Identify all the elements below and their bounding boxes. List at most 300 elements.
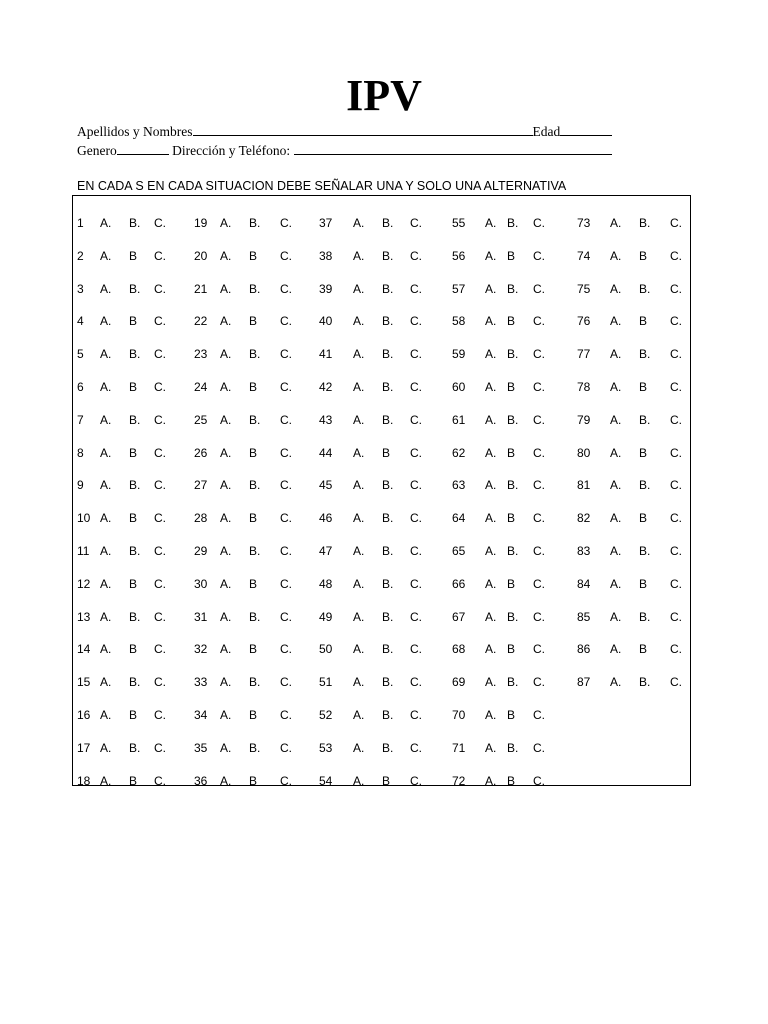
question-number: 81 bbox=[577, 478, 591, 493]
option-a[interactable]: A. bbox=[485, 544, 497, 558]
option-c[interactable]: C. bbox=[410, 740, 422, 755]
option-a[interactable]: A. bbox=[485, 281, 497, 296]
question-number: 24 bbox=[194, 380, 208, 394]
option-a[interactable]: A. bbox=[220, 445, 232, 460]
question-number: 65 bbox=[452, 544, 466, 558]
option-c[interactable]: C. bbox=[533, 576, 545, 591]
option-b[interactable]: B bbox=[639, 642, 648, 657]
option-c[interactable]: C. bbox=[280, 642, 292, 657]
question-number: 20 bbox=[194, 248, 208, 263]
option-b[interactable]: B. bbox=[129, 347, 141, 362]
option-a[interactable]: A. bbox=[485, 511, 497, 526]
option-a[interactable]: A. bbox=[220, 544, 232, 558]
option-c[interactable]: C. bbox=[154, 675, 166, 690]
option-c[interactable]: C. bbox=[410, 544, 422, 558]
option-b[interactable]: B. bbox=[249, 609, 261, 624]
option-b[interactable]: B. bbox=[639, 478, 651, 493]
option-b[interactable]: B bbox=[129, 708, 138, 722]
option-a[interactable]: A. bbox=[485, 773, 497, 788]
option-b[interactable]: B bbox=[129, 314, 138, 329]
option-b[interactable]: B bbox=[382, 773, 391, 788]
option-c[interactable]: C. bbox=[533, 347, 545, 362]
option-c[interactable]: C. bbox=[670, 380, 682, 394]
option-c[interactable]: C. bbox=[280, 609, 292, 624]
option-a[interactable]: A. bbox=[220, 642, 232, 657]
question-number: 31 bbox=[194, 609, 208, 624]
option-a[interactable]: A. bbox=[353, 642, 365, 657]
option-c[interactable]: C. bbox=[154, 576, 166, 591]
option-a[interactable]: A. bbox=[610, 544, 622, 558]
option-b[interactable]: B bbox=[507, 708, 516, 722]
option-b[interactable]: B. bbox=[129, 609, 141, 624]
option-a[interactable]: A. bbox=[100, 773, 112, 788]
option-c[interactable]: C. bbox=[410, 642, 422, 657]
option-c[interactable]: C. bbox=[670, 281, 682, 296]
option-c[interactable]: C. bbox=[670, 248, 682, 263]
option-a[interactable]: A. bbox=[610, 609, 622, 624]
option-a[interactable]: A. bbox=[100, 708, 112, 722]
option-b[interactable]: B. bbox=[507, 609, 519, 624]
question-number: 74 bbox=[577, 248, 591, 263]
option-c[interactable]: C. bbox=[154, 216, 166, 230]
option-c[interactable]: C. bbox=[670, 478, 682, 493]
option-b[interactable]: B. bbox=[249, 544, 261, 558]
question-number: 56 bbox=[452, 248, 466, 263]
option-c[interactable]: C. bbox=[533, 642, 545, 657]
option-b[interactable]: B. bbox=[249, 478, 261, 493]
option-b[interactable]: B. bbox=[639, 281, 651, 296]
option-c[interactable]: C. bbox=[670, 412, 682, 427]
option-c[interactable]: C. bbox=[154, 445, 166, 460]
option-a[interactable]: A. bbox=[220, 675, 232, 690]
option-c[interactable]: C. bbox=[410, 576, 422, 591]
option-c[interactable]: C. bbox=[670, 445, 682, 460]
option-a[interactable]: A. bbox=[100, 642, 112, 657]
option-a[interactable]: A. bbox=[100, 347, 112, 362]
option-a[interactable]: A. bbox=[485, 445, 497, 460]
option-b[interactable]: B. bbox=[507, 478, 519, 493]
option-b[interactable]: B bbox=[249, 380, 258, 394]
option-a[interactable]: A. bbox=[353, 511, 365, 526]
option-b[interactable]: B bbox=[507, 445, 516, 460]
question-number: 28 bbox=[194, 511, 208, 526]
option-c[interactable]: C. bbox=[154, 642, 166, 657]
option-c[interactable]: C. bbox=[533, 314, 545, 329]
option-b[interactable]: B. bbox=[129, 281, 141, 296]
option-c[interactable]: C. bbox=[670, 675, 682, 690]
option-a[interactable]: A. bbox=[485, 478, 497, 493]
option-b[interactable]: B. bbox=[249, 281, 261, 296]
age-field[interactable] bbox=[560, 122, 612, 136]
option-a[interactable]: A. bbox=[100, 314, 112, 329]
option-a[interactable]: A. bbox=[100, 609, 112, 624]
option-a[interactable]: A. bbox=[353, 675, 365, 690]
option-a[interactable]: A. bbox=[610, 675, 622, 690]
option-b[interactable]: B. bbox=[382, 380, 394, 394]
option-b[interactable]: B. bbox=[129, 412, 141, 427]
option-c[interactable]: C. bbox=[154, 708, 166, 722]
option-b[interactable]: B. bbox=[249, 412, 261, 427]
option-a[interactable]: A. bbox=[220, 740, 232, 755]
option-b[interactable]: B bbox=[507, 314, 516, 329]
option-c[interactable]: C. bbox=[154, 740, 166, 755]
option-b[interactable]: B. bbox=[129, 675, 141, 690]
option-a[interactable]: A. bbox=[610, 216, 622, 230]
option-c[interactable]: C. bbox=[533, 445, 545, 460]
option-c[interactable]: C. bbox=[670, 576, 682, 591]
option-c[interactable]: C. bbox=[154, 380, 166, 394]
option-b[interactable]: B. bbox=[129, 478, 141, 493]
option-a[interactable]: A. bbox=[353, 773, 365, 788]
option-b[interactable]: B bbox=[507, 248, 516, 263]
option-a[interactable]: A. bbox=[100, 216, 112, 230]
option-b[interactable]: B bbox=[249, 642, 258, 657]
option-a[interactable]: A. bbox=[353, 576, 365, 591]
option-a[interactable]: A. bbox=[100, 380, 112, 394]
option-b[interactable]: B. bbox=[507, 675, 519, 690]
option-b[interactable]: B. bbox=[382, 216, 394, 230]
option-a[interactable]: A. bbox=[100, 740, 112, 755]
option-a[interactable]: A. bbox=[100, 511, 112, 526]
option-b[interactable]: B bbox=[639, 314, 648, 329]
option-c[interactable]: C. bbox=[280, 675, 292, 690]
option-a[interactable]: A. bbox=[353, 544, 365, 558]
option-b[interactable]: B. bbox=[639, 544, 651, 558]
option-c[interactable]: C. bbox=[154, 412, 166, 427]
question-number: 2 bbox=[77, 248, 84, 263]
name-age-line bbox=[77, 122, 612, 141]
option-c[interactable]: C. bbox=[670, 511, 682, 526]
option-a[interactable]: A. bbox=[610, 576, 622, 591]
option-a[interactable]: A. bbox=[100, 478, 112, 493]
option-b[interactable]: B bbox=[507, 511, 516, 526]
option-c[interactable]: C. bbox=[533, 708, 545, 722]
option-c[interactable]: C. bbox=[533, 478, 545, 493]
option-a[interactable]: A. bbox=[353, 281, 365, 296]
option-b[interactable]: B bbox=[249, 511, 258, 526]
option-a[interactable]: A. bbox=[220, 347, 232, 362]
option-b[interactable]: B. bbox=[382, 478, 394, 493]
option-a[interactable]: A. bbox=[353, 380, 365, 394]
option-a[interactable]: A. bbox=[610, 314, 622, 329]
question-number: 40 bbox=[319, 314, 333, 329]
option-a[interactable]: A. bbox=[485, 740, 497, 755]
option-c[interactable]: C. bbox=[533, 544, 545, 558]
option-a[interactable]: A. bbox=[485, 576, 497, 591]
option-c[interactable]: C. bbox=[410, 347, 422, 362]
option-b[interactable]: B. bbox=[249, 347, 261, 362]
option-c[interactable]: C. bbox=[280, 740, 292, 755]
option-c[interactable]: C. bbox=[280, 445, 292, 460]
question-number: 73 bbox=[577, 216, 591, 230]
instruction-text: EN CADA S EN CADA SITUACION DEBE SEÑALAR UNA Y SOLO UNA ALTERNATIVA bbox=[77, 179, 567, 193]
option-c[interactable]: C. bbox=[670, 216, 682, 230]
option-c[interactable]: C. bbox=[280, 478, 292, 493]
option-b[interactable]: B. bbox=[382, 511, 394, 526]
option-c[interactable]: C. bbox=[533, 248, 545, 263]
option-b[interactable]: B. bbox=[382, 708, 394, 722]
option-b[interactable]: B. bbox=[507, 544, 519, 558]
option-b[interactable]: B bbox=[507, 773, 516, 788]
option-a[interactable]: A. bbox=[610, 248, 622, 263]
option-a[interactable]: A. bbox=[353, 740, 365, 755]
option-a[interactable]: A. bbox=[485, 708, 497, 722]
option-c[interactable]: C. bbox=[410, 380, 422, 394]
option-a[interactable]: A. bbox=[353, 708, 365, 722]
option-c[interactable]: C. bbox=[154, 773, 166, 788]
option-a[interactable]: A. bbox=[485, 412, 497, 427]
option-a[interactable]: A. bbox=[100, 544, 112, 558]
option-c[interactable]: C. bbox=[533, 511, 545, 526]
option-a[interactable]: A. bbox=[485, 642, 497, 657]
option-a[interactable]: A. bbox=[220, 380, 232, 394]
option-b[interactable]: B bbox=[129, 248, 138, 263]
option-a[interactable]: A. bbox=[220, 281, 232, 296]
option-b[interactable]: B bbox=[129, 511, 138, 526]
option-c[interactable]: C. bbox=[533, 412, 545, 427]
option-c[interactable]: C. bbox=[670, 609, 682, 624]
option-b[interactable]: B bbox=[249, 445, 258, 460]
option-a[interactable]: A. bbox=[100, 675, 112, 690]
option-b[interactable]: B. bbox=[382, 740, 394, 755]
option-b[interactable]: B. bbox=[382, 347, 394, 362]
option-b[interactable]: B bbox=[507, 380, 516, 394]
option-c[interactable]: C. bbox=[280, 708, 292, 722]
option-c[interactable]: C. bbox=[154, 511, 166, 526]
option-c[interactable]: C. bbox=[280, 216, 292, 230]
option-a[interactable]: A. bbox=[100, 248, 112, 263]
option-a[interactable]: A. bbox=[220, 773, 232, 788]
option-b[interactable]: B bbox=[249, 708, 258, 722]
option-c[interactable]: C. bbox=[533, 773, 545, 788]
option-a[interactable]: A. bbox=[353, 314, 365, 329]
option-c[interactable]: C. bbox=[154, 314, 166, 329]
option-a[interactable]: A. bbox=[220, 576, 232, 591]
option-b[interactable]: B. bbox=[129, 216, 141, 230]
option-b[interactable]: B bbox=[249, 314, 258, 329]
option-b[interactable]: B bbox=[639, 248, 648, 263]
option-a[interactable]: A. bbox=[610, 445, 622, 460]
option-c[interactable]: C. bbox=[533, 609, 545, 624]
option-b[interactable]: B bbox=[382, 445, 391, 460]
option-c[interactable]: C. bbox=[670, 642, 682, 657]
option-c[interactable]: C. bbox=[280, 511, 292, 526]
option-a[interactable]: A. bbox=[100, 576, 112, 591]
option-b[interactable]: B bbox=[129, 380, 138, 394]
option-a[interactable]: A. bbox=[485, 675, 497, 690]
option-a[interactable]: A. bbox=[485, 347, 497, 362]
option-b[interactable]: B. bbox=[507, 412, 519, 427]
option-a[interactable]: A. bbox=[610, 478, 622, 493]
option-c[interactable]: C. bbox=[280, 576, 292, 591]
option-b[interactable]: B bbox=[639, 445, 648, 460]
option-a[interactable]: A. bbox=[220, 216, 232, 230]
option-c[interactable]: C. bbox=[410, 609, 422, 624]
option-a[interactable]: A. bbox=[220, 314, 232, 329]
option-a[interactable]: A. bbox=[220, 478, 232, 493]
option-b[interactable]: B. bbox=[639, 675, 651, 690]
name-field[interactable] bbox=[193, 122, 533, 136]
option-b[interactable]: B. bbox=[507, 347, 519, 362]
question-number: 48 bbox=[319, 576, 333, 591]
question-number: 42 bbox=[319, 380, 333, 394]
option-a[interactable]: A. bbox=[485, 248, 497, 263]
option-c[interactable]: C. bbox=[533, 675, 545, 690]
option-c[interactable]: C. bbox=[410, 478, 422, 493]
question-number: 6 bbox=[77, 380, 84, 394]
option-a[interactable]: A. bbox=[610, 281, 622, 296]
option-a[interactable]: A. bbox=[485, 380, 497, 394]
option-a[interactable]: A. bbox=[485, 216, 497, 230]
option-b[interactable]: B. bbox=[639, 412, 651, 427]
option-c[interactable]: C. bbox=[280, 281, 292, 296]
option-b[interactable]: B. bbox=[639, 216, 651, 230]
option-c[interactable]: C. bbox=[533, 281, 545, 296]
option-c[interactable]: C. bbox=[280, 347, 292, 362]
option-a[interactable]: A. bbox=[610, 347, 622, 362]
option-c[interactable]: C. bbox=[154, 248, 166, 263]
option-c[interactable]: C. bbox=[280, 773, 292, 788]
option-b[interactable]: B. bbox=[507, 216, 519, 230]
option-c[interactable]: C. bbox=[410, 445, 422, 460]
option-a[interactable]: A. bbox=[220, 412, 232, 427]
option-c[interactable]: C. bbox=[410, 412, 422, 427]
option-c[interactable]: C. bbox=[154, 281, 166, 296]
option-a[interactable]: A. bbox=[610, 380, 622, 394]
option-b[interactable]: B bbox=[129, 773, 138, 788]
option-b[interactable]: B. bbox=[507, 740, 519, 755]
option-a[interactable]: A. bbox=[610, 642, 622, 657]
question-number: 38 bbox=[319, 248, 333, 263]
option-b[interactable]: B. bbox=[382, 314, 394, 329]
option-b[interactable]: B. bbox=[249, 216, 261, 230]
option-b[interactable]: B. bbox=[129, 544, 141, 558]
option-c[interactable]: C. bbox=[280, 248, 292, 263]
option-a[interactable]: A. bbox=[610, 412, 622, 427]
option-a[interactable]: A. bbox=[353, 478, 365, 493]
option-a[interactable]: A. bbox=[100, 445, 112, 460]
option-a[interactable]: A. bbox=[353, 216, 365, 230]
option-c[interactable]: C. bbox=[410, 675, 422, 690]
option-c[interactable]: C. bbox=[670, 544, 682, 558]
option-b[interactable]: B bbox=[249, 248, 258, 263]
option-a[interactable]: A. bbox=[220, 708, 232, 722]
answer-grid bbox=[72, 195, 691, 786]
option-b[interactable]: B bbox=[249, 773, 258, 788]
option-c[interactable]: C. bbox=[154, 609, 166, 624]
option-c[interactable]: C. bbox=[410, 248, 422, 263]
option-b[interactable]: B bbox=[507, 642, 516, 657]
option-b[interactable]: B. bbox=[382, 281, 394, 296]
question-number: 87 bbox=[577, 675, 591, 690]
option-c[interactable]: C. bbox=[410, 216, 422, 230]
question-number: 34 bbox=[194, 708, 208, 722]
option-b[interactable]: B bbox=[129, 445, 138, 460]
option-c[interactable]: C. bbox=[410, 281, 422, 296]
question-number: 52 bbox=[319, 708, 333, 722]
option-b[interactable]: B. bbox=[382, 609, 394, 624]
question-number: 26 bbox=[194, 445, 208, 460]
option-c[interactable]: C. bbox=[410, 511, 422, 526]
option-b[interactable]: B. bbox=[382, 642, 394, 657]
option-c[interactable]: C. bbox=[280, 412, 292, 427]
option-b[interactable]: B bbox=[129, 576, 138, 591]
option-a[interactable]: A. bbox=[353, 445, 365, 460]
option-a[interactable]: A. bbox=[353, 248, 365, 263]
option-a[interactable]: A. bbox=[610, 511, 622, 526]
option-b[interactable]: B. bbox=[639, 609, 651, 624]
option-c[interactable]: C. bbox=[533, 740, 545, 755]
option-a[interactable]: A. bbox=[220, 511, 232, 526]
option-c[interactable]: C. bbox=[154, 544, 166, 558]
option-b[interactable]: B bbox=[129, 642, 138, 657]
option-a[interactable]: A. bbox=[485, 609, 497, 624]
option-b[interactable]: B. bbox=[382, 412, 394, 427]
option-b[interactable]: B. bbox=[382, 675, 394, 690]
option-a[interactable]: A. bbox=[100, 412, 112, 427]
option-a[interactable]: A. bbox=[220, 609, 232, 624]
option-b[interactable]: B. bbox=[382, 544, 394, 558]
question-number: 80 bbox=[577, 445, 591, 460]
option-a[interactable]: A. bbox=[100, 281, 112, 296]
question-number: 82 bbox=[577, 511, 591, 526]
gender-label: Genero bbox=[77, 143, 117, 158]
question-number: 63 bbox=[452, 478, 466, 493]
option-b[interactable]: B. bbox=[249, 675, 261, 690]
question-number: 53 bbox=[319, 740, 333, 755]
option-c[interactable]: C. bbox=[410, 314, 422, 329]
question-number: 84 bbox=[577, 576, 591, 591]
question-number: 17 bbox=[77, 740, 91, 755]
option-c[interactable]: C. bbox=[280, 544, 292, 558]
option-b[interactable]: B bbox=[507, 576, 516, 591]
option-c[interactable]: C. bbox=[154, 347, 166, 362]
question-number: 75 bbox=[577, 281, 591, 296]
option-c[interactable]: C. bbox=[154, 478, 166, 493]
option-b[interactable]: B. bbox=[382, 248, 394, 263]
option-b[interactable]: B. bbox=[639, 347, 651, 362]
option-a[interactable]: A. bbox=[485, 314, 497, 329]
option-b[interactable]: B bbox=[639, 511, 648, 526]
option-c[interactable]: C. bbox=[533, 380, 545, 394]
option-b[interactable]: B. bbox=[129, 740, 141, 755]
option-b[interactable]: B. bbox=[382, 576, 394, 591]
option-c[interactable]: C. bbox=[670, 347, 682, 362]
option-c[interactable]: C. bbox=[670, 314, 682, 329]
option-c[interactable]: C. bbox=[410, 773, 422, 788]
option-a[interactable]: A. bbox=[220, 248, 232, 263]
question-number: 37 bbox=[319, 216, 333, 230]
option-c[interactable]: C. bbox=[280, 380, 292, 394]
option-b[interactable]: B bbox=[639, 380, 648, 394]
option-c[interactable]: C. bbox=[280, 314, 292, 329]
option-a[interactable]: A. bbox=[353, 609, 365, 624]
option-b[interactable]: B. bbox=[507, 281, 519, 296]
option-b[interactable]: B. bbox=[249, 740, 261, 755]
option-a[interactable]: A. bbox=[353, 412, 365, 427]
option-c[interactable]: C. bbox=[410, 708, 422, 722]
option-b[interactable]: B bbox=[249, 576, 258, 591]
question-number: 62 bbox=[452, 445, 466, 460]
option-b[interactable]: B bbox=[639, 576, 648, 591]
option-a[interactable]: A. bbox=[353, 347, 365, 362]
question-number: 39 bbox=[319, 281, 333, 296]
option-c[interactable]: C. bbox=[533, 216, 545, 230]
gender-field[interactable] bbox=[117, 141, 169, 155]
question-number: 22 bbox=[194, 314, 208, 329]
question-number: 70 bbox=[452, 708, 466, 722]
address-phone-field[interactable] bbox=[294, 141, 612, 155]
